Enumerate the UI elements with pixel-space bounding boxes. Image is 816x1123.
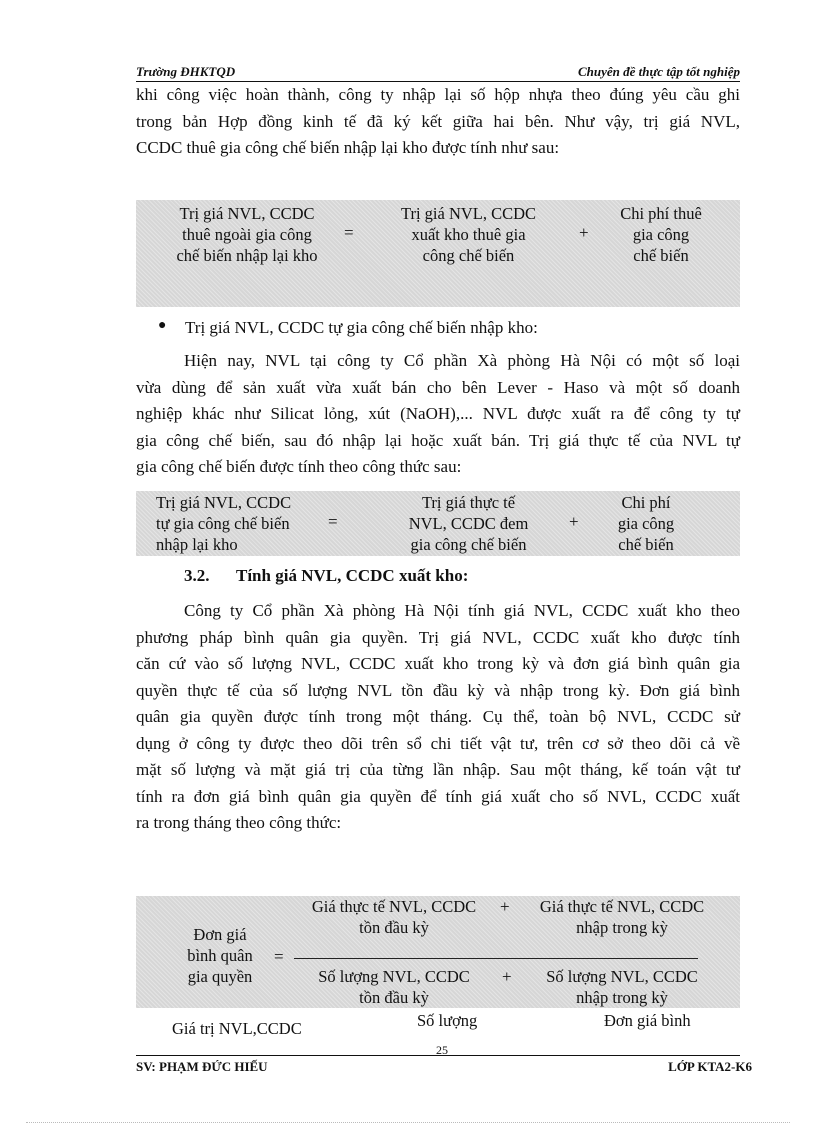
text-line: Công ty Cổ phần Xà phòng Hà Nội tính giá NVL, CCDC xuất kho theo xyxy=(184,601,740,620)
formula-text: gia quyền xyxy=(187,967,253,986)
text-line: vừa dùng để sản xuất vừa xuất bán cho bên Lever - Haso và một số doanh xyxy=(136,377,740,397)
formula-text: xuất kho thuê gia xyxy=(411,225,526,244)
text-line: gia công chế biến, sau đó nhập lại hoặc xuất bán. Trị giá thực tế của NVL tự xyxy=(136,430,740,450)
formula-text: bình quân xyxy=(187,946,253,965)
text-line: Hiện nay, NVL tại công ty Cổ phần Xà phòng Hà Nội có một số loại xyxy=(184,351,740,370)
fraction-bar xyxy=(294,958,698,959)
footer-student: SV: PHẠM ĐỨC HIẾU xyxy=(136,1059,268,1074)
formula-2-right xyxy=(586,492,706,555)
formula-box-1 xyxy=(136,200,740,307)
formula-text: Chi phí xyxy=(621,493,671,512)
text-line: quân gia quyền được tính trong một tháng. Cụ thể, toàn bộ NVL, CCDC sử xyxy=(136,707,740,726)
formula-text: Giá thực tế NVL, CCDC xyxy=(539,897,705,916)
formula-box-3 xyxy=(136,896,740,1008)
plus-sign: + xyxy=(569,512,579,531)
text-line: khi công việc hoàn thành, công ty nhập lại số hộp nhựa theo đúng yêu cầu ghi xyxy=(136,85,740,104)
formula-1-right xyxy=(596,203,726,266)
formula-4-right: Đơn giá bình xyxy=(604,1011,691,1030)
text-line: phương pháp bình quân gia quyền. Trị giá NVL, CCDC xuất kho được tính xyxy=(136,627,740,647)
paragraph-1 xyxy=(136,82,740,162)
formula-2-left xyxy=(156,492,291,555)
text-line: căn cứ vào số lượng NVL, CCDC xuất kho trong kỳ và đơn giá bình quân gia xyxy=(136,654,740,673)
section-number: 3.2. xyxy=(184,566,210,585)
formula-text: Trị giá NVL, CCDC xyxy=(400,204,537,223)
formula-text: Trị giá NVL, CCDC xyxy=(179,204,315,223)
section-title: Tính giá NVL, CCDC xuất kho: xyxy=(236,566,469,585)
bullet-icon: ● xyxy=(158,318,167,333)
formula-1-mid xyxy=(376,203,561,266)
text-line: mặt số lượng và mặt giá trị của từng lần nhập. Sau một tháng, kế toán vật tư xyxy=(136,760,740,779)
header-title: Chuyên đề thực tập tốt nghiệp xyxy=(578,64,740,79)
formula-4-left: Giá trị NVL,CCDC xyxy=(172,1019,302,1038)
formula-1-left xyxy=(152,203,342,266)
formula-text: tồn đầu kỳ xyxy=(359,988,429,1007)
page-number: 25 xyxy=(436,1043,448,1057)
formula-text: chế biến nhập lại kho xyxy=(176,246,318,265)
formula-text: nhập trong kỳ xyxy=(576,918,668,937)
text-line: quyền thực tế của số lượng NVL tồn đầu kỳ và nhập trong kỳ. Đơn giá bình xyxy=(136,680,740,700)
formula-3-left xyxy=(170,924,270,987)
formula-3-denominator-b xyxy=(522,966,722,1008)
formula-3-numerator-a xyxy=(294,896,494,938)
formula-4-mid: Số lượng xyxy=(417,1011,478,1030)
formula-text: thuê ngoài gia công xyxy=(182,225,312,244)
equals-sign: = xyxy=(274,947,284,966)
formula-text: Giá thực tế NVL, CCDC xyxy=(311,897,477,916)
formula-text: chế biến xyxy=(618,535,674,554)
equals-sign: = xyxy=(328,512,338,531)
text-line: nghiệp khác như Silicat lỏng, xút (NaOH),... NVL được xuất ra để công ty tự xyxy=(136,404,740,423)
plus-sign: + xyxy=(500,897,510,916)
footer-class: LỚP KTA2-K6 xyxy=(668,1059,752,1074)
formula-text: gia công xyxy=(632,225,690,244)
text-line: gia công chế biến được tính theo công thức sau: xyxy=(136,457,462,476)
plus-sign: + xyxy=(502,967,512,986)
formula-text: nhập lại kho xyxy=(156,535,238,554)
plus-sign: + xyxy=(579,223,589,242)
formula-text: Trị giá NVL, CCDC xyxy=(156,493,292,512)
formula-text: tự gia công chế biến xyxy=(156,514,290,533)
formula-text: gia công chế biến xyxy=(410,535,527,554)
paragraph-2 xyxy=(136,348,740,481)
text-line: CCDC thuê gia công chế biến nhập lại kho được tính như sau: xyxy=(136,138,560,157)
formula-text: Số lượng NVL, CCDC xyxy=(546,967,698,986)
formula-text: NVL, CCDC đem xyxy=(408,514,529,533)
bullet-text: Trị giá NVL, CCDC tự gia công chế biến nhập kho: xyxy=(185,318,538,337)
formula-text: nhập trong kỳ xyxy=(576,988,668,1007)
formula-text: Chi phí thuê xyxy=(620,204,702,223)
paragraph-3 xyxy=(136,598,740,837)
formula-3-numerator-b xyxy=(522,896,722,938)
formula-text: chế biến xyxy=(633,246,689,265)
text-line: tính ra đơn giá bình quân gia quyền để tính giá xuất cho số NVL, CCDC xuất xyxy=(136,786,740,806)
formula-text: tồn đầu kỳ xyxy=(359,918,429,937)
footer-rule xyxy=(136,1055,740,1056)
text-line: trong bản Hợp đồng kinh tế đã ký kết giữa hai bên. Như vậy, trị giá NVL, xyxy=(136,111,740,131)
formula-text: Số lượng NVL, CCDC xyxy=(318,967,470,986)
header-school: Trường ĐHKTQD xyxy=(136,64,236,79)
formula-box-2 xyxy=(136,491,740,556)
text-line: ra trong tháng theo công thức: xyxy=(136,813,342,832)
formula-text: Trị giá thực tế xyxy=(421,493,516,512)
formula-text: Đơn giá xyxy=(193,925,247,944)
text-line: dụng ở công ty được theo dõi trên sổ chi tiết vật tư, trên cơ sở theo dõi cả về xyxy=(136,733,740,753)
formula-2-mid xyxy=(376,492,561,555)
formula-text: gia công xyxy=(617,514,675,533)
equals-sign: = xyxy=(344,223,354,242)
formula-text: công chế biến xyxy=(422,246,515,265)
formula-3-denominator-a xyxy=(294,966,494,1008)
